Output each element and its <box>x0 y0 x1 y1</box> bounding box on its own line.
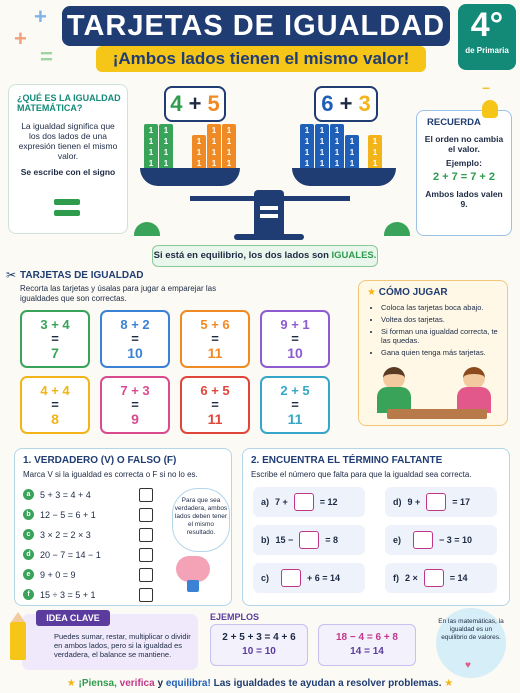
tarjetas-heading: TARJETAS DE IGUALDAD <box>20 270 144 281</box>
item-post: = 12 <box>319 497 338 507</box>
true-false-item <box>23 569 76 580</box>
equality-card[interactable] <box>180 310 250 368</box>
right-expression-bubble <box>314 86 378 122</box>
example-result: 14 = 14 <box>350 646 384 657</box>
card-expression: 4 + 4 <box>40 383 70 398</box>
plus-decoration-icon: + <box>14 26 27 51</box>
unit-cube: 1 <box>300 135 314 149</box>
answer-checkbox[interactable] <box>139 588 153 602</box>
example-line: 2 + 5 + 3 = 4 + 6 <box>222 632 296 643</box>
item-letter: b <box>23 509 34 520</box>
unit-cube: 1 <box>144 146 158 160</box>
missing-term-heading: 2. ENCUENTRA EL TÉRMINO FALTANTE <box>251 455 443 466</box>
card-equals: = <box>51 331 59 346</box>
example-result: 10 = 10 <box>242 646 276 657</box>
page-subtitle: ¡Ambos lados tienen el mismo valor! <box>96 46 426 72</box>
info-heading: ¿QUÉ ES LA IGUALDAD MATEMÁTICA? <box>17 93 121 113</box>
missing-term-instructions: Escribe el número que falta para que la igualdad sea correcta. <box>251 470 472 479</box>
missing-term-item <box>253 487 365 517</box>
recuerda-panel <box>416 110 512 236</box>
brain-mascot-icon <box>172 556 214 592</box>
plus-decoration-icon: + <box>34 4 47 29</box>
card-equals: = <box>211 397 219 412</box>
scissors-icon: ✂ <box>6 268 17 282</box>
item-letter: d) <box>393 497 402 507</box>
equality-card[interactable] <box>260 376 330 434</box>
equality-card[interactable] <box>100 310 170 368</box>
item-letter: a <box>23 489 34 500</box>
unit-cube: 1 <box>192 146 206 160</box>
unit-cube: 1 <box>159 146 173 160</box>
answer-box[interactable] <box>299 531 319 549</box>
item-letter: a) <box>261 497 270 507</box>
footer <box>0 674 520 693</box>
answer-checkbox[interactable] <box>139 548 153 562</box>
recuerda-result: Ambos lados valen 9. <box>425 189 503 209</box>
answer-box[interactable] <box>294 493 314 511</box>
unit-cube: 1 <box>192 157 206 171</box>
unit-cube: 1 <box>144 157 158 171</box>
item-pre: 7 + <box>275 497 288 507</box>
item-pre: 9 + <box>407 497 421 507</box>
equals-sign-icon <box>54 199 80 221</box>
unit-cube: 1 <box>207 124 221 138</box>
thought-bubble: Para que sea verdadera, ambos lados deben tener el mismo resultado. <box>172 488 230 552</box>
equality-card[interactable] <box>180 376 250 434</box>
answer-box[interactable] <box>281 569 301 587</box>
rule-item: • Gana quien tenga más tarjetas. <box>381 348 501 357</box>
missing-term-item <box>385 487 497 517</box>
unit-cube: 1 <box>222 146 236 160</box>
equilibrium-note <box>152 245 378 267</box>
equilibrium-highlight: IGUALES. <box>331 250 377 261</box>
card-expression: 5 + 6 <box>200 317 230 332</box>
answer-box[interactable] <box>424 569 444 587</box>
rule-item: • Si forman una igualdad correcta, te las quedas. <box>381 327 501 345</box>
unit-cube: 1 <box>222 135 236 149</box>
unit-cube: 1 <box>207 146 221 160</box>
equality-card[interactable] <box>100 376 170 434</box>
true-false-item <box>23 529 91 540</box>
card-equals: = <box>51 397 59 412</box>
item-letter: c <box>23 529 34 540</box>
lightbulb-icon <box>482 100 498 118</box>
como-jugar-list <box>359 303 507 357</box>
unit-cube: 1 <box>368 146 382 160</box>
left-term-a: 4 <box>170 91 183 116</box>
star-icon: ★ <box>367 287 376 298</box>
heart-icon: ♥ <box>465 660 471 671</box>
unit-cube: 1 <box>222 124 236 138</box>
idea-clave-text: Puedes sumar, restar, multiplicar o dividir en ambos lados, pero si la igualdad es verdadera, el balance se mantiene. <box>54 632 191 659</box>
card-expression: 7 + 3 <box>120 383 150 398</box>
item-equation: 3 × 2 = 2 × 3 <box>40 529 91 540</box>
idea-clave-heading: IDEA CLAVE <box>36 610 110 626</box>
item-equation: 20 − 7 = 14 − 1 <box>40 549 101 560</box>
bush-icon <box>384 222 410 236</box>
unit-cube: 1 <box>300 146 314 160</box>
true-false-item <box>23 509 96 520</box>
missing-term-item <box>253 563 365 593</box>
missing-term-section <box>242 448 510 606</box>
footer-verifica: verifica <box>119 678 155 689</box>
footer-piensa: ¡Piensa, <box>78 678 120 689</box>
item-post: + 6 = 14 <box>307 573 341 583</box>
item-equation: 9 + 0 = 9 <box>40 569 76 580</box>
true-false-instructions: Marca V si la igualdad es correcta o F si no lo es. <box>23 470 198 479</box>
right-pan <box>292 168 396 186</box>
item-equation: 15 ÷ 3 = 5 + 1 <box>40 589 96 600</box>
unit-cube: 1 <box>207 135 221 149</box>
unit-cube: 1 <box>315 124 329 138</box>
answer-checkbox[interactable] <box>139 508 153 522</box>
unit-cube: 1 <box>315 146 329 160</box>
info-sign-text: Se escribe con el signo <box>20 167 116 177</box>
children-illustration <box>377 363 495 421</box>
true-false-heading: 1. VERDADERO (V) O FALSO (F) <box>23 455 177 466</box>
unit-cube: 1 <box>159 157 173 171</box>
grade-label: de Primaria <box>465 46 509 55</box>
card-expression: 6 + 5 <box>200 383 230 398</box>
left-term-b: 5 <box>207 91 220 116</box>
como-jugar-heading <box>359 281 507 300</box>
right-operator: + <box>339 91 353 116</box>
left-operator: + <box>188 91 202 116</box>
unit-cube: 1 <box>368 157 382 171</box>
como-jugar-title: CÓMO JUGAR <box>378 287 448 298</box>
ejemplos-heading: EJEMPLOS <box>210 612 260 622</box>
card-equals: = <box>131 397 139 412</box>
card-value: 9 <box>131 411 139 427</box>
item-post: − 3 = 10 <box>439 535 473 545</box>
unit-cube: 1 <box>159 124 173 138</box>
unit-cube: 1 <box>192 135 206 149</box>
equilibrium-circle: En las matemáticas, la igualdad es un equilibrio de valores. <box>436 608 506 678</box>
true-false-item <box>23 489 91 500</box>
balance-base <box>234 234 304 240</box>
unit-cube: 1 <box>144 124 158 138</box>
item-letter: f) <box>393 573 399 583</box>
unit-cube: 1 <box>330 135 344 149</box>
unit-cube: 1 <box>300 124 314 138</box>
unit-cube: 1 <box>300 157 314 171</box>
item-letter: e <box>23 569 34 580</box>
card-expression: 2 + 5 <box>280 383 310 398</box>
page-title: TARJETAS DE IGUALDAD <box>62 6 450 46</box>
item-letter: d <box>23 549 34 560</box>
equals-decoration-icon: = <box>40 44 53 69</box>
item-pre: 2 × <box>405 573 418 583</box>
missing-term-item <box>385 563 497 593</box>
equality-card[interactable] <box>20 310 90 368</box>
item-equation: 5 + 3 = 4 + 4 <box>40 489 91 500</box>
item-post: = 14 <box>449 573 468 583</box>
footer-equilibra: equilibra! <box>165 678 211 689</box>
right-term-b: 3 <box>358 91 371 116</box>
card-equals: = <box>211 331 219 346</box>
unit-cube: 1 <box>345 135 359 149</box>
right-term-a: 6 <box>321 91 334 116</box>
unit-cube: 1 <box>222 157 236 171</box>
card-equals: = <box>291 397 299 412</box>
info-text: La igualdad significa que los dos lados de una expresión tienen el mismo valor. <box>18 121 118 161</box>
pencil-mascot-icon <box>6 612 30 668</box>
unit-cube: 1 <box>207 157 221 171</box>
missing-term-item <box>253 525 365 555</box>
equality-card[interactable] <box>20 376 90 434</box>
balance-pillar <box>254 190 284 236</box>
item-pre: 15 − <box>275 535 294 545</box>
answer-checkbox[interactable] <box>139 568 153 582</box>
unit-cube: 1 <box>144 135 158 149</box>
unit-cube: 1 <box>330 146 344 160</box>
example-line: 18 − 4 = 6 + 8 <box>336 632 398 643</box>
item-letter: c) <box>261 573 270 583</box>
card-value: 8 <box>51 411 59 427</box>
missing-term-item <box>385 525 497 555</box>
star-icon: ★ <box>66 678 79 689</box>
item-post: = 17 <box>452 497 471 507</box>
answer-checkbox[interactable] <box>139 528 153 542</box>
equilibrium-text: Si está en equilibrio, los dos lados son <box>153 250 332 261</box>
tarjetas-text: Recorta las tarjetas y úsalas para jugar a emparejar las igualdades que son correctas. <box>20 284 217 303</box>
card-expression: 8 + 2 <box>120 317 150 332</box>
card-equals: = <box>291 331 299 346</box>
answer-checkbox[interactable] <box>139 488 153 502</box>
rule-item: • Coloca las tarjetas boca abajo. <box>381 303 501 312</box>
card-equals: = <box>131 331 139 346</box>
true-false-item <box>23 589 95 600</box>
example-card <box>318 624 416 666</box>
item-letter: b) <box>261 535 270 545</box>
true-false-item <box>23 549 101 560</box>
equality-card[interactable] <box>260 310 330 368</box>
recuerda-heading: RECUERDA <box>427 117 481 128</box>
card-value: 11 <box>207 411 223 427</box>
card-value: 11 <box>207 345 223 361</box>
unit-cube: 1 <box>345 157 359 171</box>
item-letter: f <box>23 589 34 600</box>
unit-cube: 1 <box>368 135 382 149</box>
unit-cube: 1 <box>315 157 329 171</box>
card-value: 10 <box>287 345 303 361</box>
example-card <box>210 624 308 666</box>
unit-cube: 1 <box>159 135 173 149</box>
footer-message: Las igualdades te ayudan a resolver problemas. <box>210 678 442 689</box>
answer-box[interactable] <box>413 531 433 549</box>
star-icon: ★ <box>441 678 454 689</box>
recuerda-example-label: Ejemplo: <box>446 158 482 168</box>
unit-cube: 1 <box>330 124 344 138</box>
item-letter: e) <box>393 535 402 545</box>
item-post: = 8 <box>325 535 339 545</box>
card-value: 10 <box>127 345 143 361</box>
answer-box[interactable] <box>426 493 446 511</box>
footer-y: y <box>154 678 166 689</box>
unit-cube: 1 <box>330 157 344 171</box>
rule-item: • Voltea dos tarjetas. <box>381 315 501 324</box>
card-expression: 3 + 4 <box>40 317 70 332</box>
recuerda-text: El orden no cambia el valor. <box>424 134 504 154</box>
item-equation: 12 − 5 = 6 + 1 <box>40 509 96 520</box>
left-expression-bubble <box>164 86 226 122</box>
minus-decoration-icon: − <box>482 80 491 96</box>
bush-icon <box>134 222 160 236</box>
card-value: 7 <box>51 345 59 361</box>
grade-number: 4° <box>470 6 504 44</box>
card-value: 11 <box>287 411 303 427</box>
grade-badge <box>458 4 516 70</box>
left-pan <box>140 168 240 186</box>
card-expression: 9 + 1 <box>280 317 310 332</box>
unit-cube: 1 <box>315 135 329 149</box>
unit-cube: 1 <box>345 146 359 160</box>
como-jugar-panel <box>358 280 508 426</box>
recuerda-example: 2 + 7 = 7 + 2 <box>432 171 496 183</box>
